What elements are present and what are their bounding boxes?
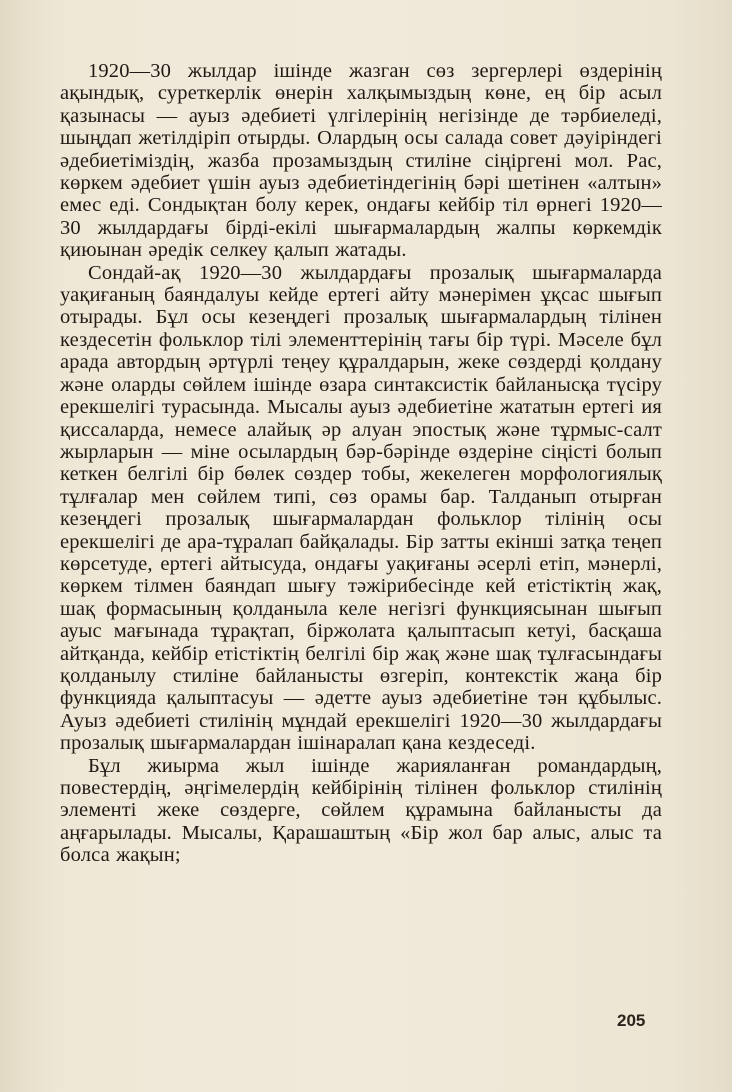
- paragraph: 1920—30 жылдар ішінде жазган сөз зергерлері өздерінің ақындық, суреткерлік өнерін халқымыздың көне, ең бір асыл қазынасы — ауыз әдебиеті үлгілерінің негізінде де тәрбиеледі, шыңдап жетілдіріп отырды. Олардың осы салада совет дәуіріндегі әдебиетіміздің, жазба прозамыздың стиліне сіңіргені мол. Рас, көркем әдебиет үшін ауыз әдебиетіндегінің бәрі шетінен «алтын» емес еді. Сондықтан болу керек, ондағы кейбір тіл өрнегі 1920—30 жылдардағы бірді-екілі шығармалардың жалпы көркемдік қиюынан әредік селкеу қалып жатады.: [60, 60, 662, 262]
- body-text: [60, 60, 662, 867]
- paragraph: Бұл жиырма жыл ішінде жарияланған романдардың, повестердің, әңгімелердің кейбірінің тілінен фольклор стилінің элементі жеке сөздерге, сөйлем құрамына байланысты да аңғарылады. Мысалы, Қарашаштың «Бір жол бар алыс, алыс та болса жақын;: [60, 754, 662, 867]
- paragraph: Сондай-ақ 1920—30 жылдардағы прозалық шығармаларда уақиғаның баяндалуы кейде ертегі айту мәнерімен ұқсас шығып отырады. Бұл осы кезеңдегі прозалық шығармалардың тілінен кездесетін фольклор тілі элементтерінің тағы бір түрі. Мәселе бұл арада автордың әртүрлі теңеу құралдарын, жеке сөздерді қолдану және оларды сөйлем ішінде өзара синтаксистік байланысқа түсіру ерекшелігі турасында. Мысалы ауыз әдебиетіне жататын ертегі ия қиссаларда, немесе алайық әр алуан эпостық және тұрмыс-салт жырларын — міне осылардың бәр-бәрінде өздеріне сіңісті болып кеткен белгілі бір бөлек сөздер тобы, жекелеген морфологиялық тұлғалар мен сөйлем типі, сөз орамы бар. Талданып отырған кезеңдегі прозалық шығармалардан фольклор тілінің осы ерекшелігі де ара-тұралап байқалады. Бір затты екінші затқа теңеп көрсетуде, ертегі айтысуда, ондағы уақиғаны әсерлі етіп, мәнерлі, көркем тілмен баяндап шығу тәжірибесінде кей етістіктің жақ, шақ формасының қолданыла келе негізгі функциясынан шығып ауыс мағынада тұрақтап, біржолата қалыптасып кетуі, басқаша айтқанда, кейбір етістіктің белгілі бір жақ және шақ тұлғасындағы қолданылу стиліне байланысты өзгеріп, контекстік жаңа бір функцияда қалыптасуы — әдетте ауыз әдебиетіне тән құбылыс. Ауыз әдебиеті стилінің мұндай ерекшелігі 1920—30 жылдардағы прозалық шығармалардан ішінаралап қана кездеседі.: [60, 261, 662, 755]
- page-number: 205: [617, 1011, 646, 1030]
